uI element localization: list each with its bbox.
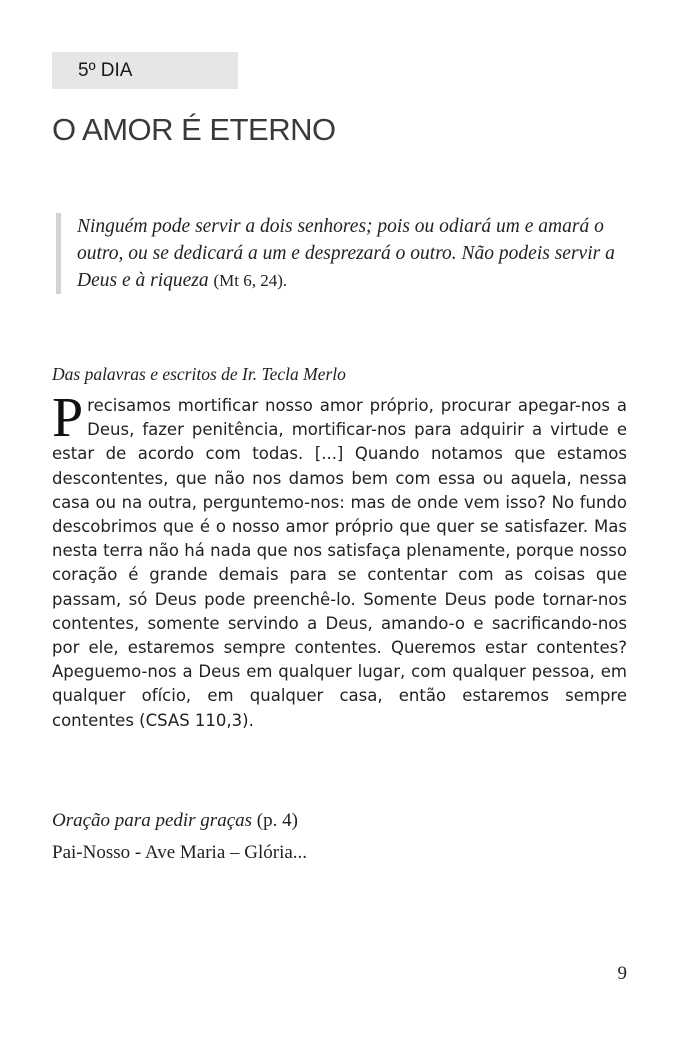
day-label bbox=[52, 52, 238, 89]
prayer-page-ref: (p. 4) bbox=[256, 810, 298, 831]
prayer-heading-text: Oração para pedir graças bbox=[52, 810, 253, 831]
reading-body bbox=[52, 387, 627, 733]
day-label-text: 5º DIA bbox=[78, 60, 133, 81]
reading-body-text: recisamos mortificar nosso amor próprio, procurar apegar-nos a Deus, fazer penitência, mortificar-nos para adquirir a virtude e estar de acordo com todas. [...] Quando notamos que estamos descontentes, que não nos damos bem com essa ou aquela, nessa casa ou na outra, perguntemo-nos: mas de onde vem isso? No fundo descobrimos que é o nosso amor próprio que quer se satisfazer. Mas nesta terra não há nada que nos satisfaça plenamente, porque nosso coração é grande demais para se contentar com as coisas que passam, só Deus pode preenchê-lo. Somente Deus pode tornar-nos contentes, somente servindo a Deus, amando-o e sacrificando-nos por ele, estaremos sempre contentes. Queremos estar contentes? Apeguemo-nos a Deus em qualquer lugar, com qualquer pessoa, em qualquer ofício, em qualquer casa, então estaremos sempre contentes (CSAS 110,3). bbox=[52, 396, 627, 730]
reading-source: Das palavras e escritos de Ir. Tecla Merlo bbox=[52, 364, 346, 384]
quote-text: Ninguém pode servir a dois senhores; pois ou odiará um e amará o outro, ou se dedicará a um e desprezará o outro. Não podeis servir a Deus e à riqueza bbox=[77, 216, 615, 291]
page-title: O AMOR É ETERNO bbox=[52, 112, 336, 147]
prayer-heading bbox=[52, 810, 298, 832]
page-number: 9 bbox=[617, 963, 627, 984]
prayer-line: Pai-Nosso - Ave Maria – Glória... bbox=[52, 842, 308, 863]
scripture-quote bbox=[56, 213, 636, 294]
drop-cap: P bbox=[52, 387, 84, 449]
quote-reference: (Mt 6, 24). bbox=[213, 271, 288, 290]
